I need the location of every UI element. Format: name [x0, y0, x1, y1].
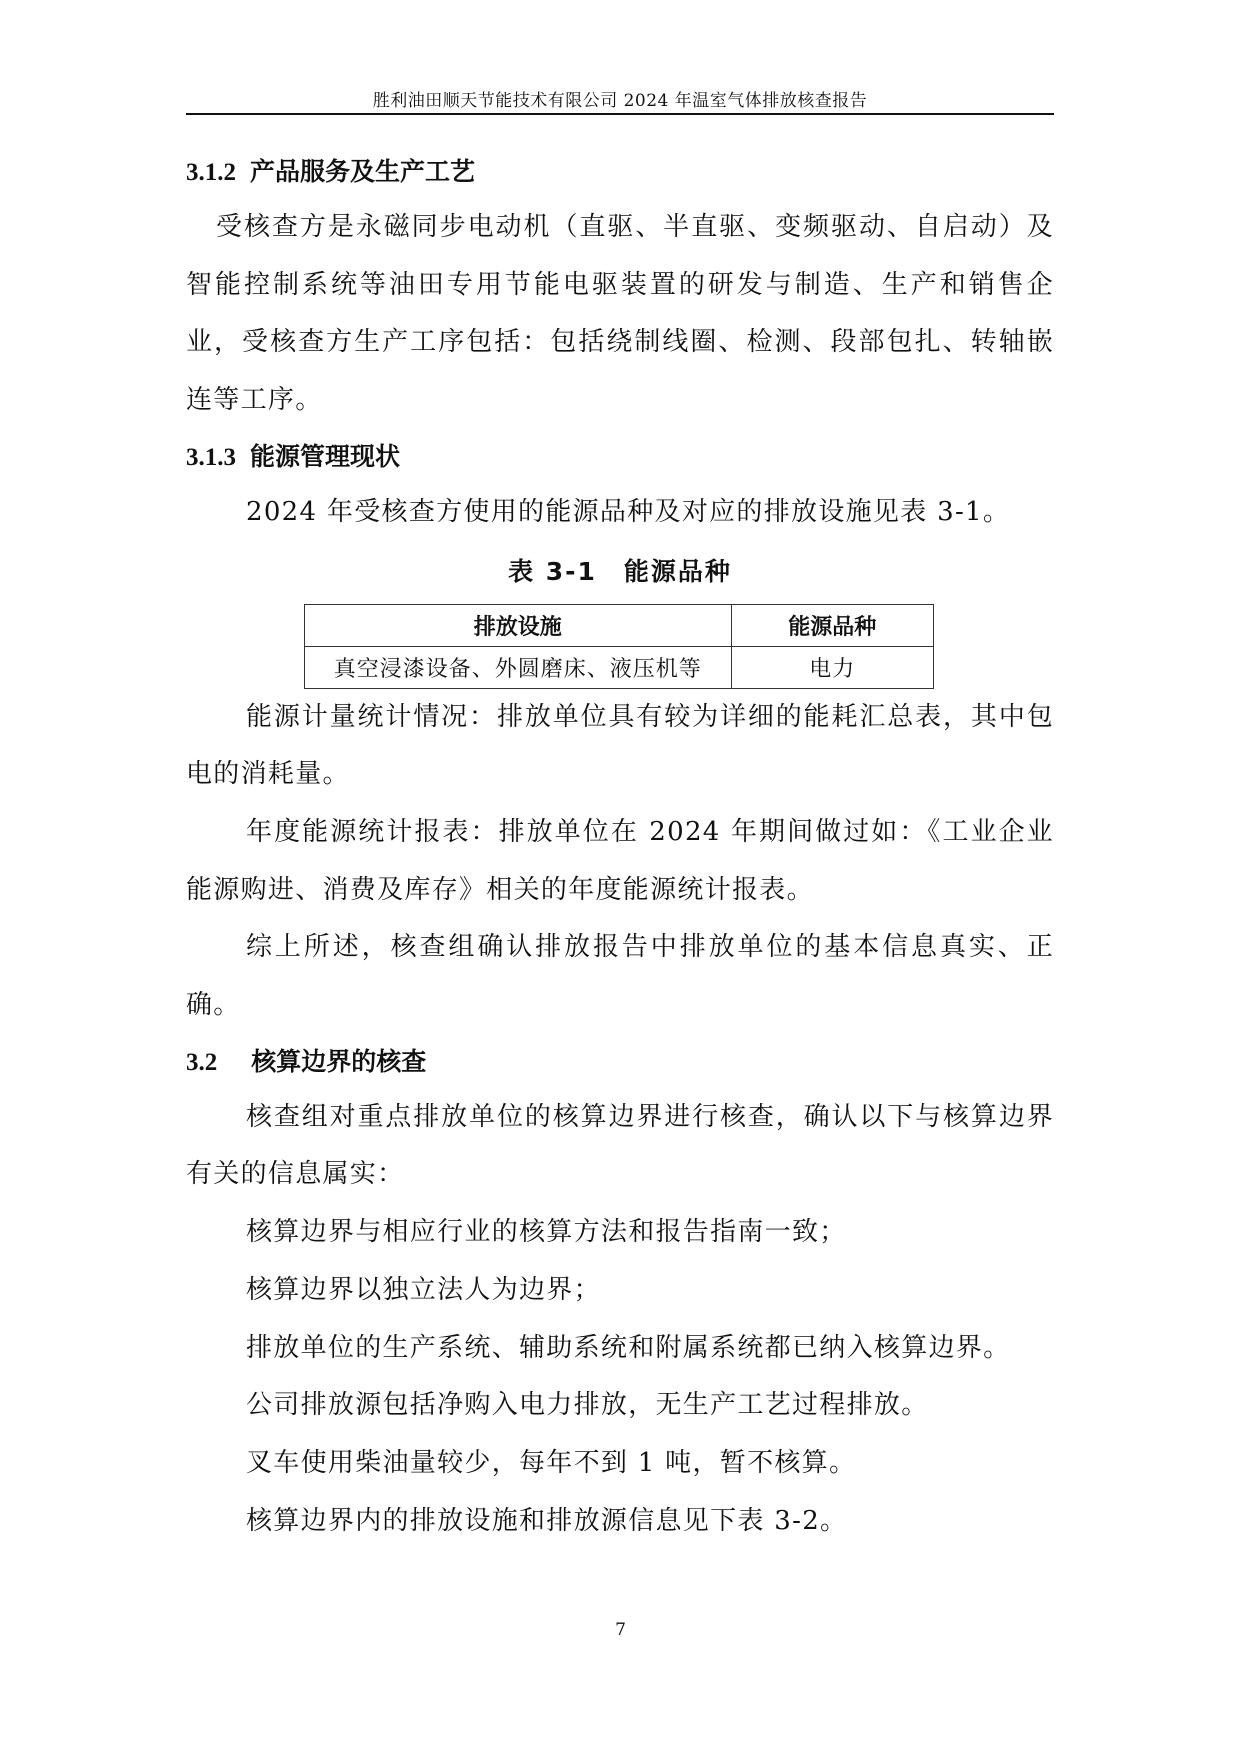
boundary-item: 核算边界与相应行业的核算方法和报告指南一致； [246, 1217, 847, 1248]
energy-table [304, 604, 934, 689]
page-number: 7 [615, 1620, 626, 1640]
section-intro-energy: 2024 年受核查方使用的能源品种及对应的排放设施见表 3-1。 [246, 496, 1011, 527]
para-summary: 综上所述，核查组确认排放报告中排放单位的基本信息真实、正确。 [186, 932, 1054, 1021]
section-number: 3.1.2 [186, 159, 236, 186]
section-title: 能源管理现状 [250, 441, 401, 471]
boundary-item: 排放单位的生产系统、辅助系统和附属系统都已纳入核算边界。 [246, 1332, 1011, 1363]
boundary-item: 公司排放源包括净购入电力排放，无生产工艺过程排放。 [246, 1390, 929, 1421]
section-intro-boundary: 核查组对重点排放单位的核算边界进行核查，确认以下与核算边界有关的信息属实： [186, 1101, 1054, 1190]
section-title: 核算边界的核查 [251, 1046, 427, 1076]
para-metering: 能源计量统计情况：排放单位具有较为详细的能耗汇总表，其中包电的消耗量。 [186, 701, 1054, 790]
boundary-item: 核算边界以独立法人为边界； [246, 1274, 601, 1305]
table-cell: 电力 [731, 646, 933, 688]
table-cell: 真空浸漆设备、外圆磨床、液压机等 [305, 646, 732, 688]
section-heading-3-1-2 [186, 145, 1054, 199]
table-header-cell: 排放设施 [305, 604, 732, 646]
page-body [186, 145, 1054, 1550]
header-divider [186, 113, 1054, 115]
table-header-cell: 能源品种 [731, 604, 933, 646]
boundary-item: 核算边界内的排放设施和排放源信息见下表 3-2。 [246, 1505, 848, 1536]
section-number: 3.1.3 [186, 443, 236, 471]
para-annual-report: 年度能源统计报表：排放单位在 2024 年期间做过如：《工业企业能源购进、消费及库存》相关的年度能源统计报表。 [186, 816, 1054, 905]
section-number: 3.2 [186, 1048, 218, 1076]
section-title: 产品服务及生产工艺 [250, 157, 476, 186]
header-title: 胜利油田顺天节能技术有限公司 2024 年温室气体排放核查报告 [372, 91, 868, 111]
section-heading-3-1-3 [186, 430, 1054, 484]
table-row [305, 646, 934, 688]
table-caption: 表 3-1 能源品种 [508, 556, 732, 586]
boundary-item: 叉车使用柴油量较少，每年不到 1 吨，暂不核算。 [246, 1447, 857, 1478]
section-body-products: 受核查方是永磁同步电动机（直驱、半直驱、变频驱动、自启动）及智能控制系统等油田专用节能电驱装置的研发与制造、生产和销售企业，受核查方生产工序包括：包括绕制线圈、检测、段部包扎、转轴嵌连等工序。 [186, 212, 1054, 416]
table-header-row [305, 604, 934, 646]
section-heading-3-2 [186, 1035, 1054, 1089]
